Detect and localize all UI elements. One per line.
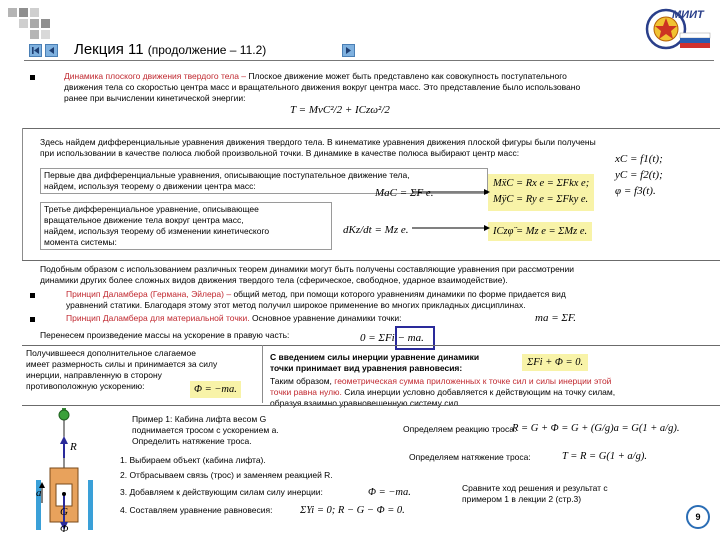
figure-label-R: R bbox=[70, 441, 77, 453]
zero-formula: 0 = ΣFi − ma. bbox=[360, 332, 424, 344]
inertia-formula: Φ = −ma. bbox=[190, 381, 241, 398]
dalembert-principle: Принцип Даламбера (Германа, Эйлера) – общий метод, при помощи которого уравнениям динамики по форме придается вид уравнений статики. Благодаря этому этот метод получил широкое применение во многих прикладных дисциплинах. bbox=[66, 289, 566, 310]
divider-2 bbox=[22, 260, 720, 261]
angular-momentum-formula: dKz/dt = Mz e. bbox=[343, 224, 409, 236]
third-equation-box: Третье дифференциальное уравнение, описывающее вращательное движение тела вокруг центра масс, найдем, используя теорему об изменении кинетического момента системы: bbox=[40, 202, 332, 250]
bullet-icon bbox=[30, 293, 35, 298]
nav-prev-icon bbox=[46, 45, 57, 56]
inertia-text: Получившееся дополнительное слагаемое имеет размерность силы и принимается за силу инерции, направленную в сторону противоположную ускорению: bbox=[26, 348, 218, 391]
arrows bbox=[410, 180, 490, 240]
header-divider bbox=[24, 60, 714, 61]
figure-label-G: G bbox=[60, 506, 68, 518]
compare-note: Сравните ход решения и результат с примером 1 в лекции 2 (стр.3) bbox=[462, 483, 608, 504]
kinetic-energy-formula: T = MvC²/2 + ICzω²/2 bbox=[290, 104, 390, 116]
example-statement: Пример 1: Кабина лифта весом G поднимается тросом с ускорением a. Определить натяжение троса. bbox=[132, 414, 279, 446]
nav-next-button[interactable] bbox=[342, 44, 355, 57]
dalembert-point: Принцип Даламбера для материальной точки. Основное уравнение динамики точки: bbox=[66, 313, 402, 323]
page-number: 9 bbox=[686, 505, 710, 529]
first-equations-box: Первые два дифференциальные уравнения, описывающие поступательное движение тела, найдем, используя теорему о движении центра масс: bbox=[40, 168, 488, 194]
step-3: 3. Добавляем к действующим силам силу инерции: bbox=[120, 487, 323, 497]
section-other-motions: Подобным образом с использованием различных теорем динамики могут быть получены составляющие уравнения при рассмотрении динамики других более сложных видов движения твердого тела (сферическое, свободное, ударное взаимодействие). bbox=[40, 264, 574, 285]
step-4-formula: ΣYi = 0; R − G − Φ = 0. bbox=[300, 505, 405, 516]
kinematic-equations: xC = f1(t); yC = f2(t); φ = f3(t). bbox=[615, 153, 663, 197]
page-title: Лекция 11 (продолжение – 11.2) bbox=[74, 41, 267, 58]
step-4: 4. Составляем уравнение равновесия: bbox=[120, 505, 273, 515]
translational-equations: MẍC = Rx e = ΣFkx e; MÿC = Ry e = ΣFky e. bbox=[488, 174, 594, 211]
divider-1 bbox=[22, 128, 720, 129]
step-1: 1. Выбираем объект (кабина лифта). bbox=[120, 455, 266, 465]
figure-label-Phi: Φ bbox=[60, 523, 69, 535]
rotational-equation: ICzφ̈ = Mz e = ΣMz e. bbox=[488, 222, 592, 241]
equilibrium-formula: ΣFi + Φ = 0. bbox=[522, 354, 588, 371]
equilibrium-intro: С введением силы инерции уравнение динамики точки принимает вид уравнения равновесия: bbox=[270, 352, 480, 373]
basic-dynamics-formula: ma = ΣF. bbox=[535, 312, 576, 324]
equilibrium-conclusion: Таким образом, геометрическая сумма приложенных к точке сил и силы инерции этой точки равна нулю. Сила инерции условно добавляется к действующим на точку силам, образуя взаимно уравновешенную систему сил. bbox=[270, 376, 616, 408]
elevator-figure bbox=[28, 408, 120, 538]
bullet-icon bbox=[30, 75, 35, 80]
section-diff-equations: Здесь найдем дифференциальные уравнения движения твердого тела. В кинематике уравнения движения плоской фигуры были получены при использовании в качестве полюса любой произвольной точки. В динамике в качестве полюса выбирают центр масс: bbox=[40, 137, 596, 158]
bullet-icon bbox=[30, 317, 35, 322]
step-2: 2. Отбрасываем связь (трос) и заменяем реакцией R. bbox=[120, 470, 333, 480]
step-3-formula: Φ = −ma. bbox=[368, 487, 411, 498]
divider-3 bbox=[22, 345, 720, 346]
tension-label: Определяем натяжение троса: bbox=[409, 452, 531, 462]
nav-next-icon bbox=[343, 45, 354, 56]
highlight-box bbox=[395, 326, 435, 350]
nav-first-icon bbox=[30, 45, 41, 56]
tension-formula: T = R = G(1 + a/g). bbox=[562, 451, 647, 462]
nav-prev-button[interactable] bbox=[45, 44, 58, 57]
center-of-mass-formula: MaC = ΣF e. bbox=[375, 187, 434, 199]
left-frame bbox=[22, 128, 23, 260]
nav-first-button[interactable] bbox=[29, 44, 42, 57]
logo: МИИТ bbox=[640, 5, 712, 53]
section-plane-motion: Динамика плоского движения твердого тела – Плоское движение может быть представлено как совокупность поступательного движения тела со скоростью центра масс и вращательного движения вокруг центра масс. Это представление было использовано ранее при вычислении кинетической энергии: bbox=[64, 71, 581, 103]
figure-label-a: a bbox=[36, 487, 42, 499]
column-divider bbox=[262, 345, 263, 403]
reaction-formula: R = G + Φ = G + (G/g)a = G(1 + a/g). bbox=[512, 423, 680, 434]
reaction-label: Определяем реакцию троса: bbox=[403, 424, 517, 434]
transfer-text: Перенесем произведение массы на ускорение в правую часть: bbox=[40, 330, 290, 340]
divider-4 bbox=[22, 405, 720, 406]
